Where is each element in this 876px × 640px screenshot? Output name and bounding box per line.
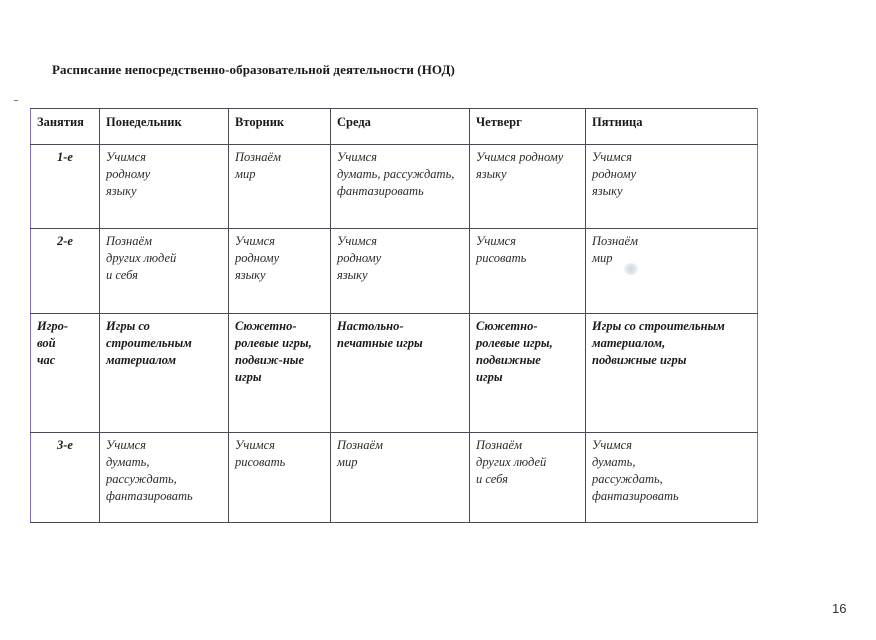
header-friday: Пятница — [586, 109, 758, 145]
table-row — [31, 229, 758, 314]
table-cell: Познаём мир — [586, 229, 758, 314]
table-row — [31, 433, 758, 523]
table-cell: Учимся рисовать — [470, 229, 586, 314]
table-cell: Игры со строительным материалом — [100, 314, 229, 433]
table-cell: Учимся родному языку — [331, 229, 470, 314]
table-row — [31, 145, 758, 229]
row-label: 3-е — [31, 433, 100, 523]
table-cell: Сюжетно- ролевые игры, подвижные игры — [470, 314, 586, 433]
table-cell: Учимся родному языку — [100, 145, 229, 229]
row-label: 2-е — [31, 229, 100, 314]
table-cell: Учимся родному языку — [586, 145, 758, 229]
scan-speck — [624, 263, 638, 275]
table-cell: Учимся думать, рассуждать, фантазировать — [100, 433, 229, 523]
table-cell: Учимся родному языку — [470, 145, 586, 229]
page-number: 16 — [832, 601, 847, 616]
schedule-table — [30, 108, 758, 523]
table-row — [31, 314, 758, 433]
table-cell: Познаём других людей и себя — [470, 433, 586, 523]
header-monday: Понедельник — [100, 109, 229, 145]
table-cell: Познаём мир — [229, 145, 331, 229]
table-cell: Познаём мир — [331, 433, 470, 523]
table-cell: Настольно- печатные игры — [331, 314, 470, 433]
row-label: Игро- вой час — [31, 314, 100, 433]
table-cell: Учимся думать, рассуждать, фантазировать — [586, 433, 758, 523]
table-cell: Учимся рисовать — [229, 433, 331, 523]
table-cell: Учимся думать, рассуждать, фантазировать — [331, 145, 470, 229]
table-cell: Учимся родному языку — [229, 229, 331, 314]
table-cell: Игры со строительным материалом, подвижные игры — [586, 314, 758, 433]
table-cell: Познаём других людей и себя — [100, 229, 229, 314]
document-title: Расписание непосредственно-образовательной деятельности (НОД) — [52, 62, 455, 77]
header-lessons: Занятия — [31, 109, 100, 145]
table-cell: Сюжетно- ролевые игры, подвиж-ные игры — [229, 314, 331, 433]
table-header-row — [31, 109, 758, 145]
header-wednesday: Среда — [331, 109, 470, 145]
header-thursday: Четверг — [470, 109, 586, 145]
scan-mark — [14, 100, 18, 101]
header-tuesday: Вторник — [229, 109, 331, 145]
row-label: 1-е — [31, 145, 100, 229]
